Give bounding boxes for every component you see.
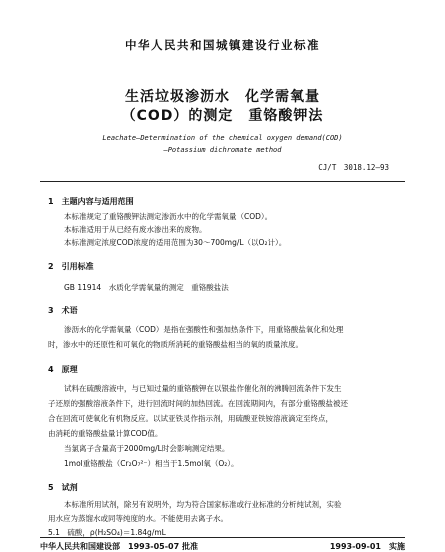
section-2-line: GB 11914 水质化学需氧量的测定 重铬酸盐法 bbox=[64, 283, 229, 292]
section-1-heading: 1 主题内容与适用范围 bbox=[48, 197, 134, 206]
top-divider bbox=[40, 181, 405, 182]
section-1-line: 本标准适用于从已经有废水渗出来的废物。 bbox=[64, 225, 207, 234]
section-4-line: 由消耗的重铬酸盐量计算COD值。 bbox=[48, 429, 163, 438]
section-5-heading: 5 试剂 bbox=[48, 483, 78, 492]
approval-note: 中华人民共和国建设部 1993-05-07 批准 bbox=[40, 542, 198, 551]
section-2-heading: 2 引用标准 bbox=[48, 262, 94, 271]
section-5-line: 本标准所用试剂，除另有说明外，均为符合国家标准或行业标准的分析纯试剂，实验 bbox=[64, 500, 342, 509]
english-title-line-1: Leachate—Determination of the chemical oxygen demand(COD) bbox=[102, 134, 343, 142]
section-4-line: 试料在硫酸溶液中，与已知过量的重铬酸钾在以银盐作催化剂的沸腾回流条件下发生 bbox=[64, 384, 342, 393]
section-4-heading: 4 原理 bbox=[48, 365, 78, 374]
section-1-line: 本标准规定了重铬酸钾法测定渗沥水中的化学需氧量（COD）。 bbox=[64, 212, 273, 221]
english-title-line-2: —Potassium dichromate method bbox=[163, 146, 282, 154]
section-3-line: 时，渗水中的还原性和可氧化的物质所消耗的重铬酸盐相当的氧的质量浓度。 bbox=[48, 340, 303, 349]
section-5-line: 5.1 硫酸，ρ(H₂SO₄)＝1.84g/mL bbox=[48, 528, 166, 537]
section-3-line: 渗沥水的化学需氧量（COD）是指在强酸性和强加热条件下，用重铬酸盐氧化和处理 bbox=[64, 325, 344, 334]
document-title-line-1: 生活垃圾渗沥水 化学需氧量 bbox=[125, 89, 320, 105]
section-1-line: 本标准测定浓度COD浓度的适用范围为30～700mg/L（以O₂计）。 bbox=[64, 238, 287, 247]
bottom-divider bbox=[40, 537, 405, 538]
section-4-line: 子还原的强酸溶液条件下，进行回流时间的加热回流。在回流期间内，有部分重铬酸盐被还 bbox=[48, 399, 348, 408]
section-4-line: 合在回流可使氧化有机物反应。以试亚铁灵作指示剂，用硫酸亚铁铵溶液滴定至终点， bbox=[48, 414, 333, 423]
standard-code: CJ/T 3018.12—93 bbox=[318, 163, 389, 172]
issuer-heading: 中华人民共和国城镇建设行业标准 bbox=[125, 38, 320, 52]
section-3-heading: 3 术语 bbox=[48, 306, 78, 315]
effective-date: 1993-09-01 实施 bbox=[329, 542, 405, 551]
section-4-line: 1mol重铬酸盐（Cr₂O₇²⁻）相当于1.5mol氧（O₂）。 bbox=[64, 459, 239, 468]
document-title-line-2: （COD）的测定 重铬酸钾法 bbox=[121, 108, 324, 124]
section-4-line: 当氯离子含量高于2000mg/L时会影响测定结果。 bbox=[64, 444, 230, 453]
section-5-line: 用水应为蒸馏水或同等纯度的水。不能使用去离子水。 bbox=[48, 514, 228, 523]
